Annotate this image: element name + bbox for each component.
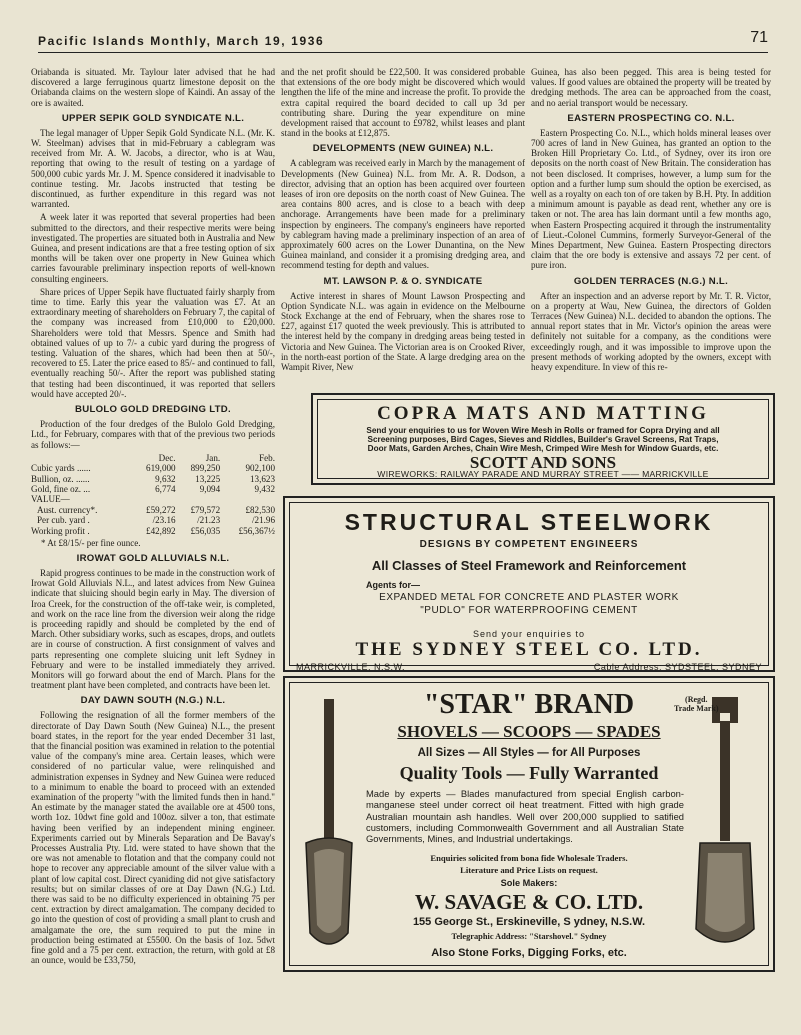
advert-address: WIREWORKS: RAILWAY PARADE AND MURRAY STREET —— MARRICKVILLE [377, 469, 709, 479]
section-heading: BULOLO GOLD DREDGING LTD. [74, 404, 231, 416]
advert-company: W. SAVAGE & CO. LTD. [414, 890, 644, 914]
advert-frame [289, 502, 769, 672]
table-row [31, 505, 275, 515]
advert-text: All Sizes — All Styles — for All Purposes [417, 747, 641, 759]
advert-text: All Classes of Steel Framework and Reinforcement [371, 558, 687, 573]
table-cell: £42,892 [146, 525, 176, 536]
value-label: VALUE— [31, 494, 70, 505]
section-heading: DEVELOPMENTS (NEW GUINEA) N.L. [312, 143, 494, 155]
table-cell: £59,272 [146, 504, 176, 515]
trademark-text: Trade Mark) [674, 704, 719, 713]
section-heading: GOLDEN TERRACES (N.G.) N.L. [573, 275, 729, 287]
advert-text: Sole Makers: [500, 878, 558, 888]
advert-text: Send your enquiries to [472, 629, 586, 639]
table-row [31, 484, 275, 494]
section-heading: EASTERN PROSPECTING CO. N.L. [567, 112, 735, 124]
table-row [31, 494, 275, 504]
paragraph: The legal manager of Upper Sepik Gold Syndicate N.L. (Mr. K. W. Steelman) advises that in mid-February a cablegram was received from Mr. A. W. Jacobs, a director, who is at Wau, reporting that owing to the result of testing on a yardage of 500,000 cubic yards Mr. J. M. Spence considered it inadvisable to continue testing. Mr. Jacobs instructed that testing be discontinued, as further expenditure in this regard was not warranted. [31, 127, 275, 210]
paragraph: After an inspection and an adverse report by Mr. T. R. Victor, on a property at Wau, New Guinea, the directors of Golden Terraces (New Guinea) N.L. decided to abandon the options. The annual report states that in Mr. Victor's opinion the areas were definitely not suitable for a company, as the conditions were exceedingly rough, and it was impossible to improve upon the present methods of working adopted by the owners, except with heavy expenditure. In view of this re- [531, 290, 771, 373]
advert-subtitle: DESIGNS BY COMPETENT ENGINEERS [419, 539, 639, 550]
section-heading: IROWAT GOLD ALLUVIALS N.L. [76, 552, 230, 564]
advert-company: SCOTT AND SONS [469, 453, 617, 472]
advert-text: "PUDLO" FOR WATERPROOFING CEMENT [420, 605, 638, 616]
table-cell: 9,094 [199, 483, 221, 494]
table-cell: 13,623 [249, 473, 275, 484]
table-header: Dec. [158, 452, 176, 463]
table-cell: £79,572 [190, 504, 221, 515]
table-cell: Bullion, oz. ...... [31, 473, 90, 484]
table-row [31, 463, 275, 473]
table-header: Feb. [259, 452, 275, 463]
table-header [31, 453, 131, 463]
table-header: Jan. [205, 452, 221, 463]
section-heading: MT. LAWSON P. & O. SYNDICATE [323, 275, 483, 287]
paragraph: Rapid progress continues to be made in the construction work of Irowat Gold Alluvials N.L., and latest advices from New Guinea indicate that sluicing should begin early in May. The diversion of Iroa Creek, for the construction of the off-take weir, is completed, and work on the race line from the diversion weir along the ridge is proceeding rapidly and should be completed by the end of March. Other subsidiary works, such as escapes, drops, and outlets are in course of construction. A first consignment of valves and parts representing one complete sluicing unit left Sydney in February and were to be installed immediately they arrived. Monitors will go forward about the end of March. Plans for the treatment plant have been completed, and contracts have been let. [31, 567, 275, 691]
table-row [31, 474, 275, 484]
page-header [38, 29, 768, 53]
table-cell: £56,367½ [238, 525, 275, 536]
copra-mats-advert [311, 393, 775, 485]
table-cell: £82,530 [245, 504, 275, 515]
advert-title: COPRA MATS AND MATTING [377, 403, 709, 424]
advert-cable: Cable Address: SYDSTEEL, SYDNEY [593, 662, 762, 672]
table-cell: Cubic yards ...... [31, 463, 91, 474]
advert-text: Agents for— [366, 580, 420, 590]
star-brand-advert [283, 676, 775, 972]
table-row [31, 526, 275, 536]
table-footnote: * At £8/15/- per fine ounce. [41, 537, 141, 548]
advert-text: Quality Tools — Fully Warranted [399, 763, 659, 783]
table-cell: 9,432 [254, 483, 275, 494]
section-heading: DAY DAWN SOUTH (N.G.) N.L. [80, 695, 226, 707]
table-cell: Gold, fine oz. ... [31, 483, 91, 494]
advert-address: 155 George St., Erskineville, S ydney, N.S.W. [412, 916, 646, 928]
table-cell: 899,250 [190, 463, 221, 474]
steelwork-advert [283, 496, 775, 672]
advert-location: MARRICKVILLE, N.S.W. [296, 662, 406, 672]
advert-heading: SHOVELS — SCOOPS — SPADES [397, 722, 661, 741]
advert-text: EXPANDED METAL FOR CONCRETE AND PLASTER WORK [379, 592, 679, 603]
advert-footer: Also Stone Forks, Digging Forks, etc. [431, 947, 627, 959]
page-number: 71 [750, 29, 768, 46]
column-3 [531, 67, 771, 389]
table-cell: 902,100 [245, 463, 275, 474]
table-cell: £56,035 [190, 525, 221, 536]
advert-title: STRUCTURAL STEELWORK [344, 509, 714, 535]
table-cell: Per cub. yard . [37, 515, 90, 526]
paragraph: Eastern Prospecting Co. N.L., which holds mineral leases over 700 acres of land in New Guinea, has granted an option to the Broken Hill Proprietary Co. Ltd., of Sydney, over its iron ore deposits on the north coast of New Britain. The consideration has not been disclosed. It comprises, however, a lump sum for the option and a further lump sum should the option be exercised, as well as a royalty on each ton of ore taken by B.H. Pty. In addition a minimum amount is payable as dead rent, whether any ore is taken or not. The area has lain dormant until a few months ago, when Eastern Prospecting acquired it through the instrumentality of Lieut.-Colonel Cummins, formerly Surveyor-General of the Mines Department, New Guinea. Eastern Prospecting directors claim that the ore body is extensive and assays 72 per cent. of pure iron. [531, 127, 771, 271]
production-table [31, 453, 275, 536]
table-cell: 619,000 [146, 463, 176, 474]
table-header-row [31, 453, 275, 463]
column-1 [31, 67, 275, 1012]
advert-text: Screening purposes, Bird Cages, Sieves and Riddles, Builder's Gravel Screens, Rat Traps, [367, 435, 719, 444]
table-cell: 13,225 [195, 473, 221, 484]
advert-frame [289, 682, 769, 966]
registered-mark [674, 695, 719, 713]
paragraph: Following the resignation of all the former members of the directorate of Day Dawn South (New Guinea) N.L., the present board states, in the report for the year ended December 31 last, that the financial position was examined in relation to the potential value of the company's mine area. Certain leases, which were considered of no particular value, were relinquished and administration expenses in Sydney and New Guinea were reduced to a minimum to enable the board to proceed with an extended examination of the property "with the limited funds then in hand." An estimate by the manager stated the available ore at 4500 tons, worth 1oz. 10dwt fine gold and 100oz. silver a ton, that estimate having been verified by an independent mining engineer. Experiments carried out by Minerals Separation and De Bavay's Processes Australia Pty. Ltd. were stated to have shown that the ore was not amenable to flotation and that the company could not hope to recover any appreciable amount of the silver value with a plant of low capital cost. Direct cyaniding did not give satisfactory results; but on similar classes of ore at Day Dawn (N.G.) Ltd. there was said to be no difficulty experienced in obtaining 75 per cent. extraction by direct amalgamation. The company decided to go into the question of cost of providing a small plant to crush and amalgamate the ore, the sum required to put the mine in production being estimated at £5500. On the basis of 1oz. 5dwt fine gold and a 75 per cent. extraction, the return, with gold at £8 an ounce, would be £33,750, [31, 710, 275, 966]
brand-name: "STAR" BRAND [423, 689, 635, 720]
paragraph: Active interest in shares of Mount Lawson Prospecting and Option Syndicate N.L. was again in evidence on the Melbourne Stock Exchange at the end of February, when the shares rose to £27, against £17 quoted the week previously. This is attributed to the interest held by the company in dredging areas being tested in Victoria and New Guinea. The Victorian area is on Crooked River, in the north-east portion of the State. A large dredging area on the Wampit River, New [281, 290, 525, 373]
regd-text: (Regd. [685, 695, 708, 704]
paragraph: and the net profit should be £22,500. It was considered probable that extensions of the ore body might be discovered which would lengthen the life of the mine and increase the profit. To provide the extra capital required the board decided to call up 3d per contributing share. During the year expenditure on mine development raised that account to £9782, whilst leases and plant stand in the books at £12,875. [281, 67, 525, 139]
advert-text: Send your enquiries to us for Woven Wire Mesh in Rolls or framed for Copra Drying and all [366, 426, 720, 435]
paragraph: Oriabanda is situated. Mr. Taylour later advised that he had discovered a large ferruginous quartz limestone deposit on the Oriabanda claims on the western slope of Kaindi. An assay of the ore is awaited. [31, 67, 275, 108]
table-cell: 6,774 [155, 483, 176, 494]
advert-text: Literature and Price Lists on request. [460, 865, 598, 875]
table-cell: /23.16 [152, 515, 176, 526]
running-title: Pacific Islands Monthly, March 19, 1936 [38, 34, 325, 48]
advert-frame [317, 399, 769, 479]
paragraph: Share prices of Upper Sepik have fluctuated fairly sharply from time to time. Early this year the valuation was £7. At an extraordinary meeting of shareholders on February 7, the capital of the company was increased from £10,000 to £20,000. Shareholders were told that Messrs. Spence and Smith had obtained values of up to 7/- a cubic yard during the progress of testing. Valuation of the shares, which had been then at 50/-, recovered to £5. Later the price eased to 85/- and continued to fall, eventually reaching 50/-. After the report was published stating that testing had been discontinued, it was reported that sellers would have accepted 20/-. [31, 286, 275, 399]
advert-body: Made by experts — Blades manufactured from special English carbon-manganese steel under correct oil heat treatment. Fitted with high grade Australian mountain ash handles. Well over 200,000 supplied to satified customers, including Commonwealth Government and all Australian State Governments, Mines, and Industrial undertakings. [366, 788, 684, 845]
advert-telegraphic: Telegraphic Address: "Starshovel." Sydney [451, 932, 607, 941]
paragraph: A cablegram was received early in March by the management of Developments (New Guinea) N.L. from Mr. A. R. Dodson, a director, advising that an option has been acquired over fourteen leases of iron ore deposits on the north coast of New Guinea. The area contains 800 acres, and is close to a beach with deep anchorage. Arrangements have been made for a preliminary inspection by engineers. The company's engineers have reported by cablegram having made a preliminary inspection of an area of approximately 600 acres on the Lower Dunantina, on the New Guinea mainland, and consider it a promising dredging area, and recommend testing for depth and values. [281, 158, 525, 271]
table-cell: 9,632 [155, 473, 176, 484]
table-cell: Aust. currency*. [37, 504, 98, 515]
table-row [31, 515, 275, 525]
paragraph: Production of the four dredges of the Bulolo Gold Dredging, Ltd., for February, compares with that of the previous two periods as follows:— [31, 419, 275, 450]
advert-text: Door Mats, Garden Arches, Chain Wire Mesh, Crimped Wire Mesh for Window Guards, etc. [367, 444, 719, 453]
table-cell: /21.96 [252, 515, 275, 526]
advert-text: Enquiries solicited from bona fide Wholesale Traders. [430, 853, 628, 863]
column-2 [281, 67, 525, 389]
section-heading: UPPER SEPIK GOLD SYNDICATE N.L. [61, 112, 245, 124]
advert-company: THE SYDNEY STEEL CO. LTD. [355, 639, 703, 660]
paragraph: Guinea, has also been pegged. This area is being tested for values. If good values are obtained the property will be treated by dredging methods. The area can be approached from the coast, and no aerial transport would be necessary. [531, 67, 771, 108]
paragraph: A week later it was reported that several properties had been submitted to the directors, and their respective merits were being investigated. The properties are situated both in Australia and New Guinea, and present indications are that a free testing option of six months will be taken over one property in New Guinea which carries favourable preliminary inspection reports of well-known consulting engineers. [31, 212, 275, 284]
table-cell: /21.23 [197, 515, 221, 526]
table-cell: Working profit . [31, 525, 90, 536]
